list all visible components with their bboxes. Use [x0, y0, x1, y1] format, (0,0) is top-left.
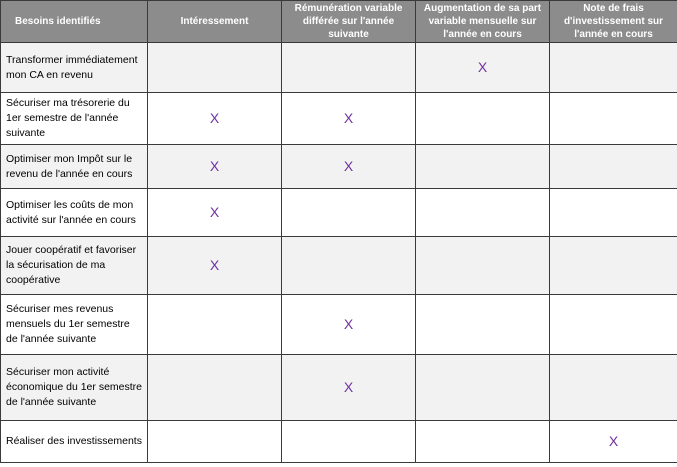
- mark-cell: [416, 93, 550, 145]
- table-row: [1, 237, 677, 295]
- mark-cell: [550, 145, 677, 189]
- table-row: [1, 145, 677, 189]
- mark-cell: [550, 355, 677, 421]
- mark-cell: X: [282, 145, 416, 189]
- mark-cell: [282, 189, 416, 237]
- mark-cell: X: [148, 189, 282, 237]
- header-augmentation-part-variable: Augmentation de sa part variable mensuelle sur l'année en cours: [416, 1, 550, 43]
- mark-cell: X: [282, 93, 416, 145]
- mark-cell: X: [148, 237, 282, 295]
- mark-cell: [282, 43, 416, 93]
- need-cell: Transformer immédiatement mon CA en revenu: [1, 43, 148, 93]
- need-cell: Sécuriser mon activité économique du 1er semestre de l'année suivante: [1, 355, 148, 421]
- header-needs: Besoins identifiés: [1, 1, 148, 43]
- mark-cell: [148, 295, 282, 355]
- table-row: [1, 43, 677, 93]
- need-cell: Optimiser mon Impôt sur le revenu de l'année en cours: [1, 145, 148, 189]
- table-row: [1, 421, 677, 463]
- mark-cell: [550, 295, 677, 355]
- mark-cell: [550, 189, 677, 237]
- mark-cell: X: [282, 295, 416, 355]
- mark-cell: [282, 237, 416, 295]
- header-row: [1, 1, 677, 43]
- mark-cell: [550, 93, 677, 145]
- need-cell: Réaliser des investissements: [1, 421, 148, 463]
- header-note-de-frais: Note de frais d'investissement sur l'année en cours: [550, 1, 677, 43]
- mark-cell: [416, 421, 550, 463]
- header-interessement: Intéressement: [148, 1, 282, 43]
- header-remuneration-variable-differee: Rémunération variable différée sur l'année suivante: [282, 1, 416, 43]
- table-row: [1, 189, 677, 237]
- mark-cell: [550, 237, 677, 295]
- mark-cell: [148, 355, 282, 421]
- need-cell: Sécuriser ma trésorerie du 1er semestre de l'année suivante: [1, 93, 148, 145]
- mark-cell: [416, 189, 550, 237]
- mark-cell: [282, 421, 416, 463]
- mark-cell: [416, 237, 550, 295]
- mark-cell: X: [550, 421, 677, 463]
- mark-cell: X: [148, 145, 282, 189]
- need-cell: Optimiser les coûts de mon activité sur l'année en cours: [1, 189, 148, 237]
- table-row: [1, 295, 677, 355]
- need-cell: Sécuriser mes revenus mensuels du 1er semestre de l'année suivante: [1, 295, 148, 355]
- mark-cell: X: [282, 355, 416, 421]
- mark-cell: [416, 295, 550, 355]
- mark-cell: [550, 43, 677, 93]
- need-cell: Jouer coopératif et favoriser la sécurisation de ma coopérative: [1, 237, 148, 295]
- table-row: [1, 355, 677, 421]
- mark-cell: [148, 421, 282, 463]
- mark-cell: [148, 43, 282, 93]
- mark-cell: [416, 145, 550, 189]
- mark-cell: [416, 355, 550, 421]
- table-row: [1, 93, 677, 145]
- mark-cell: X: [416, 43, 550, 93]
- mark-cell: X: [148, 93, 282, 145]
